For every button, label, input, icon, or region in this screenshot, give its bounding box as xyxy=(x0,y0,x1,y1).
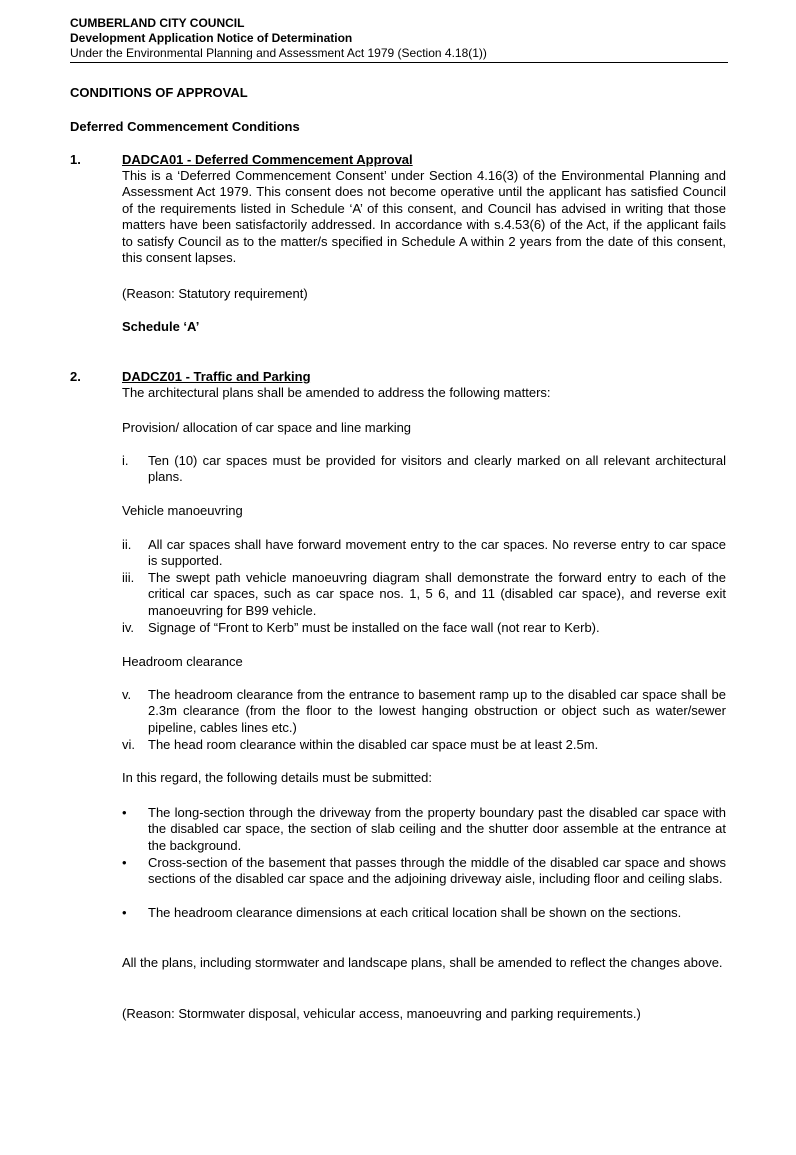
list-item xyxy=(122,570,726,619)
headroom-heading: Headroom clearance xyxy=(122,654,243,669)
list-marker: v. xyxy=(122,687,132,702)
list-item-text: Ten (10) car spaces must be provided for visitors and clearly marked on all relevant architectural plans. xyxy=(148,453,726,485)
list-item-text: The swept path vehicle manoeuvring diagram shall demonstrate the forward entry to each of the critical car spaces, such as car space nos. 1, 5 6, and 11 (disabled car space), and reverse exit manoeuvring for B99 vehicle. xyxy=(148,570,726,618)
bullet-marker: • xyxy=(122,855,127,870)
condition-2-title: DADCZ01 - Traffic and Parking xyxy=(122,369,311,384)
list-item xyxy=(122,737,726,753)
list-item xyxy=(122,687,726,736)
bullet-item-text: The long-section through the driveway from the property boundary past the disabled car space with the disabled car space, the section of slab ceiling and the shutter door assemble at the entrance at the background. xyxy=(148,805,726,853)
bullet-item xyxy=(122,805,726,854)
bullet-marker: • xyxy=(122,805,127,820)
list-item xyxy=(122,537,726,570)
condition-1-number: 1. xyxy=(70,152,81,167)
list-marker: iii. xyxy=(122,570,135,585)
list-marker: iv. xyxy=(122,620,135,635)
amendment-note: All the plans, including stormwater and landscape plans, shall be amended to reflect the changes above. xyxy=(122,955,723,970)
list-item xyxy=(122,453,726,486)
condition-1-body: This is a ‘Deferred Commencement Consent’ under Section 4.16(3) of the Environmental Planning and Assessment Act 1979. This consent does not become operative until the applicant has satisfied Council of the requirements listed in Schedule ‘A’ of this consent, and Council has advised in writing that those matters have been satisfactorily addressed. In accordance with s.4.53(6) of the Act, if the applicant fails to satisfy Council as to the matter/s specified in Schedule A within 2 years from the date of this consent, this consent lapses. xyxy=(122,168,726,266)
details-intro: In this regard, the following details must be submitted: xyxy=(122,770,432,785)
section-heading: CONDITIONS OF APPROVAL xyxy=(70,85,248,100)
page-header xyxy=(70,16,728,61)
council-name: CUMBERLAND CITY COUNCIL xyxy=(70,16,245,30)
condition-1-title: DADCA01 - Deferred Commencement Approval xyxy=(122,152,413,167)
bullet-item xyxy=(122,905,726,921)
list-marker: vi. xyxy=(122,737,135,752)
list-item-text: The head room clearance within the disabled car space must be at least 2.5m. xyxy=(148,737,599,752)
condition-1-reason: (Reason: Statutory requirement) xyxy=(122,286,308,301)
provision-heading: Provision/ allocation of car space and line marking xyxy=(122,420,412,435)
header-divider xyxy=(70,62,728,63)
list-item-text: Signage of “Front to Kerb” must be installed on the face wall (not rear to Kerb). xyxy=(148,620,600,635)
notice-title: Development Application Notice of Determination xyxy=(70,31,353,45)
condition-2-intro: The architectural plans shall be amended to address the following matters: xyxy=(122,385,551,400)
bullet-item-text: The headroom clearance dimensions at each critical location shall be shown on the sections. xyxy=(148,905,682,920)
list-item-text: The headroom clearance from the entrance to basement ramp up to the disabled car space shall be 2.3m clearance (from the floor to the lowest hanging obstruction or object such as water/sewer pipeline, cables lines etc.) xyxy=(148,687,726,735)
vehicle-manoeuvring-heading: Vehicle manoeuvring xyxy=(122,503,243,518)
list-marker: i. xyxy=(122,453,129,468)
act-reference: Under the Environmental Planning and Assessment Act 1979 (Section 4.18(1)) xyxy=(70,46,487,60)
list-item xyxy=(122,620,726,636)
condition-2-reason: (Reason: Stormwater disposal, vehicular access, manoeuvring and parking requirements.) xyxy=(122,1006,641,1021)
condition-2-number: 2. xyxy=(70,369,81,384)
bullet-item-text: Cross-section of the basement that passes through the middle of the disabled car space and shows sections of the disabled car space and the adjoining driveway aisle, including floor and ceiling slabs. xyxy=(148,855,726,887)
list-item-text: All car spaces shall have forward movement entry to the car spaces. No reverse entry to car space is supported. xyxy=(148,537,726,569)
schedule-a-heading: Schedule ‘A’ xyxy=(122,319,200,334)
section-subheading: Deferred Commencement Conditions xyxy=(70,119,300,134)
bullet-marker: • xyxy=(122,905,127,920)
bullet-item xyxy=(122,855,726,888)
list-marker: ii. xyxy=(122,537,132,552)
